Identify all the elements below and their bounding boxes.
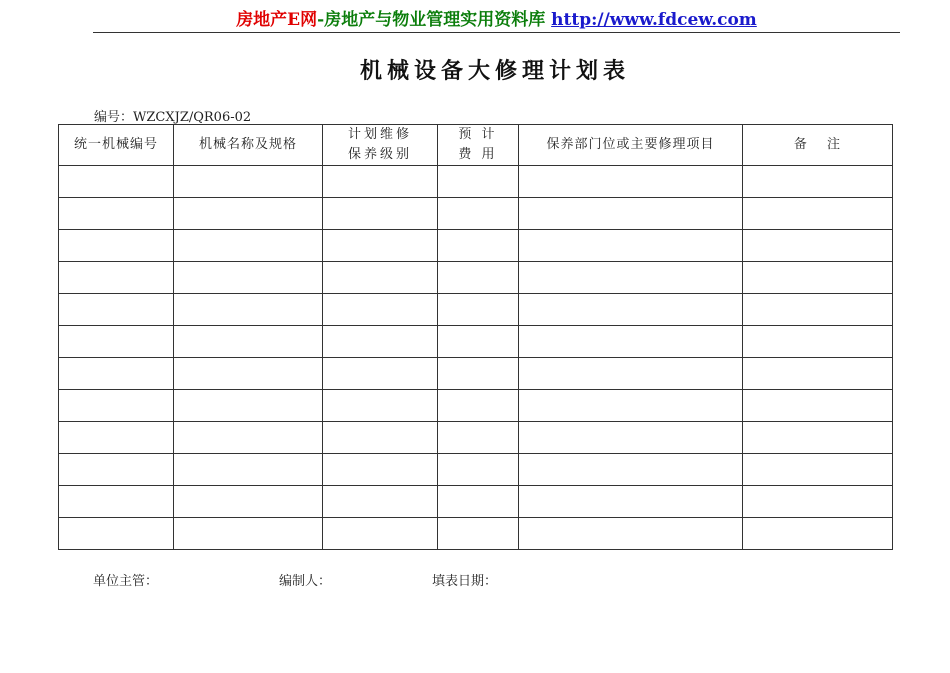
table-cell[interactable]: [743, 294, 893, 326]
table-cell[interactable]: [743, 518, 893, 550]
table-row: [59, 198, 893, 230]
footer-supervisor-label: 单位主管：: [93, 574, 159, 589]
table-cell[interactable]: [59, 326, 174, 358]
table-cell[interactable]: [174, 454, 323, 486]
table-cell[interactable]: [438, 358, 519, 390]
table-cell[interactable]: [438, 166, 519, 198]
table-row: [59, 454, 893, 486]
table-cell[interactable]: [59, 358, 174, 390]
footer-date: [432, 570, 497, 589]
table-cell[interactable]: [519, 326, 743, 358]
table-cell[interactable]: [519, 486, 743, 518]
table-row: [59, 230, 893, 262]
col-header-remarks-text: 备 注: [793, 137, 842, 152]
site-slogan: 房地产与物业管理实用资料库: [324, 10, 546, 30]
table-cell[interactable]: [438, 294, 519, 326]
table-cell[interactable]: [519, 166, 743, 198]
table-cell[interactable]: [323, 486, 438, 518]
footer-supervisor: [93, 570, 158, 589]
table-cell[interactable]: [438, 230, 519, 262]
table-cell[interactable]: [174, 518, 323, 550]
table-cell[interactable]: [323, 422, 438, 454]
table-cell[interactable]: [174, 326, 323, 358]
table-cell[interactable]: [438, 486, 519, 518]
col-header-maintenance-level: [323, 125, 438, 166]
table-header-row: [59, 125, 893, 166]
table-cell[interactable]: [438, 326, 519, 358]
table-cell[interactable]: [743, 326, 893, 358]
table-cell[interactable]: [743, 262, 893, 294]
col-header-repair-items-text: 保养部门位或主要修理项目: [546, 137, 715, 152]
table-cell[interactable]: [519, 518, 743, 550]
table-cell[interactable]: [59, 198, 174, 230]
table-cell[interactable]: [438, 518, 519, 550]
table-cell[interactable]: [323, 294, 438, 326]
table-row: [59, 166, 893, 198]
table-cell[interactable]: [519, 422, 743, 454]
table-cell[interactable]: [743, 358, 893, 390]
table-row: [59, 326, 893, 358]
site-name: 房地产E网: [236, 10, 318, 30]
table-cell[interactable]: [174, 230, 323, 262]
table-cell[interactable]: [519, 358, 743, 390]
table-cell[interactable]: [743, 166, 893, 198]
page-title: 机械设备大修理计划表: [359, 59, 630, 84]
table-cell[interactable]: [438, 198, 519, 230]
table-cell[interactable]: [323, 326, 438, 358]
col-header-remarks: [743, 125, 893, 166]
table-cell[interactable]: [519, 262, 743, 294]
header-separator: -: [317, 10, 325, 30]
table-cell[interactable]: [174, 486, 323, 518]
table-cell[interactable]: [174, 390, 323, 422]
table-cell[interactable]: [519, 230, 743, 262]
table-cell[interactable]: [59, 422, 174, 454]
table-cell[interactable]: [438, 390, 519, 422]
repair-plan-table: [58, 124, 893, 550]
table-cell[interactable]: [59, 390, 174, 422]
table-cell[interactable]: [59, 166, 174, 198]
table-cell[interactable]: [59, 518, 174, 550]
document-code-value: WZCXJZ/QR06-02: [133, 110, 252, 125]
col-header-repair-items: [519, 125, 743, 166]
table-row: [59, 262, 893, 294]
table-cell[interactable]: [323, 358, 438, 390]
table-row: [59, 486, 893, 518]
table-row: [59, 390, 893, 422]
col-header-machine-number-text: 统一机械编号: [73, 137, 158, 152]
table-cell[interactable]: [59, 294, 174, 326]
table-cell[interactable]: [323, 518, 438, 550]
table-cell[interactable]: [519, 294, 743, 326]
table-cell[interactable]: [59, 230, 174, 262]
table-cell[interactable]: [174, 262, 323, 294]
table-cell[interactable]: [438, 422, 519, 454]
col-header-machine-number: [59, 125, 174, 166]
col-header-machine-name-spec-text: 机械名称及规格: [198, 137, 297, 152]
table-cell[interactable]: [438, 262, 519, 294]
table-cell[interactable]: [323, 262, 438, 294]
col-header-estimated-cost: [438, 125, 519, 166]
table-cell[interactable]: [743, 454, 893, 486]
table-row: [59, 518, 893, 550]
table-cell[interactable]: [323, 166, 438, 198]
document-code: [94, 106, 251, 125]
table-cell[interactable]: [743, 422, 893, 454]
footer-date-label: 填表日期：: [432, 574, 498, 589]
site-header: [93, 8, 900, 33]
table-row: [59, 294, 893, 326]
document-code-label: 编号：: [94, 110, 134, 125]
table-cell[interactable]: [174, 294, 323, 326]
table-cell[interactable]: [59, 486, 174, 518]
table-cell[interactable]: [174, 166, 323, 198]
table-cell[interactable]: [59, 262, 174, 294]
table-cell[interactable]: [519, 198, 743, 230]
table-cell[interactable]: [323, 230, 438, 262]
table-cell[interactable]: [174, 422, 323, 454]
table-cell[interactable]: [743, 230, 893, 262]
table-cell[interactable]: [743, 198, 893, 230]
col-header-estimated-cost-line1: 预 计: [458, 127, 498, 142]
table-cell[interactable]: [174, 358, 323, 390]
table-cell[interactable]: [323, 454, 438, 486]
table-cell[interactable]: [323, 198, 438, 230]
table-cell[interactable]: [743, 486, 893, 518]
table-cell[interactable]: [519, 454, 743, 486]
footer-preparer-label: 编制人：: [279, 574, 332, 589]
table-cell[interactable]: [59, 454, 174, 486]
table-cell[interactable]: [519, 390, 743, 422]
table-cell[interactable]: [174, 198, 323, 230]
table-row: [59, 358, 893, 390]
table-row: [59, 422, 893, 454]
table-cell[interactable]: [438, 454, 519, 486]
site-url-link[interactable]: http://www.fdcew.com: [551, 10, 757, 30]
footer-preparer: [279, 570, 331, 589]
col-header-machine-name-spec: [174, 125, 323, 166]
col-header-maintenance-level-line1: 计划维修: [347, 127, 412, 142]
table-cell[interactable]: [323, 390, 438, 422]
col-header-maintenance-level-line2: 保养级别: [347, 147, 412, 162]
table-cell[interactable]: [743, 390, 893, 422]
col-header-estimated-cost-line2: 费 用: [458, 147, 498, 162]
table-body: [59, 166, 893, 550]
